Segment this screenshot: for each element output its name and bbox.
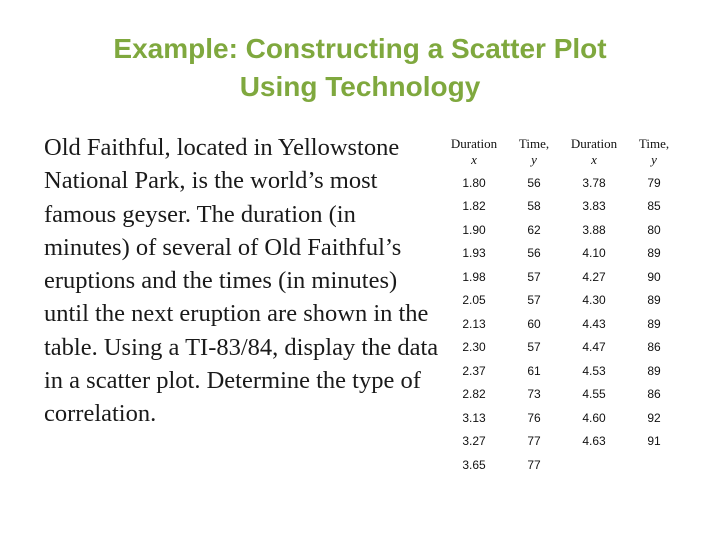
slide-title xyxy=(0,30,720,106)
header-label: Time, xyxy=(638,136,670,151)
table-cell: 2.05 xyxy=(462,293,486,308)
table-cell: 4.60 xyxy=(582,410,606,425)
table-row xyxy=(440,359,680,383)
table-cell: 57 xyxy=(527,340,541,355)
table-cell: 4.47 xyxy=(582,340,606,355)
table-cell: 4.30 xyxy=(582,293,606,308)
table-cell: 4.55 xyxy=(582,387,606,402)
table-cell: 89 xyxy=(647,246,661,261)
table-cell: 62 xyxy=(527,222,541,237)
table-cell: 89 xyxy=(647,316,661,331)
data-table xyxy=(440,133,680,477)
table-row xyxy=(440,171,680,195)
table-row xyxy=(440,312,680,336)
table-row xyxy=(440,383,680,407)
table-row xyxy=(440,430,680,454)
table-row xyxy=(440,453,680,477)
table-cell: 3.88 xyxy=(582,222,606,237)
header-cell xyxy=(628,133,680,171)
header-label: Duration xyxy=(570,136,618,151)
table-body xyxy=(440,171,680,477)
table-cell: 91 xyxy=(647,434,661,449)
table-cell: 4.43 xyxy=(582,316,606,331)
table-cell: 76 xyxy=(527,410,541,425)
table-cell: 1.90 xyxy=(462,222,486,237)
header-cell xyxy=(440,133,508,171)
header-variable: y xyxy=(531,152,537,167)
table-cell xyxy=(560,453,628,477)
table-cell: 56 xyxy=(527,175,541,190)
table-row xyxy=(440,218,680,242)
table-row xyxy=(440,242,680,266)
table-cell: 4.27 xyxy=(582,269,606,284)
table-cell: 3.78 xyxy=(582,175,606,190)
table-row xyxy=(440,195,680,219)
header-variable: y xyxy=(651,152,657,167)
table-row xyxy=(440,336,680,360)
table-cell: 3.83 xyxy=(582,199,606,214)
table-cell: 90 xyxy=(647,269,661,284)
table-cell: 1.80 xyxy=(462,175,486,190)
header-cell xyxy=(508,133,560,171)
table-cell: 2.13 xyxy=(462,316,486,331)
table-cell: 2.37 xyxy=(462,363,486,378)
table-cell: 80 xyxy=(647,222,661,237)
table-cell: 56 xyxy=(527,246,541,261)
header-variable: x xyxy=(591,152,597,167)
table-cell: 57 xyxy=(527,269,541,284)
table-cell: 79 xyxy=(647,175,661,190)
table-cell: 89 xyxy=(647,293,661,308)
table-cell xyxy=(628,453,680,477)
table-header-row xyxy=(440,133,680,171)
table-cell: 57 xyxy=(527,293,541,308)
table-row xyxy=(440,289,680,313)
table-cell: 2.30 xyxy=(462,340,486,355)
slide-title-line-1: Example: Constructing a Scatter Plot xyxy=(113,33,607,64)
slide-body-text: Old Faithful, located in Yellowstone National Park, is the world’s most famous geyser. The duration (in minutes) of several of Old Faithful’s eruptions and the times (in minutes) until the next eruption are shown in the table. Using a TI-83/84, display the data in a scatter plot. Determine the type of correlation. xyxy=(44,134,439,428)
table-cell: 85 xyxy=(647,199,661,214)
table-cell: 3.13 xyxy=(462,410,486,425)
table-cell: 60 xyxy=(527,316,541,331)
table-row xyxy=(440,406,680,430)
table-cell: 73 xyxy=(527,387,541,402)
header-label: Duration xyxy=(450,136,498,151)
table-cell: 1.82 xyxy=(462,199,486,214)
table-cell: 3.27 xyxy=(462,434,486,449)
table-cell: 86 xyxy=(647,387,661,402)
table-cell: 3.65 xyxy=(462,457,486,472)
table-row xyxy=(440,265,680,289)
header-cell xyxy=(560,133,628,171)
table-cell: 4.63 xyxy=(582,434,606,449)
table-cell: 4.53 xyxy=(582,363,606,378)
table-cell: 58 xyxy=(527,199,541,214)
table-cell: 77 xyxy=(527,434,541,449)
table-cell: 77 xyxy=(527,457,541,472)
slide-title-line-2: Using Technology xyxy=(239,71,481,102)
table-cell: 89 xyxy=(647,363,661,378)
table-cell: 2.82 xyxy=(462,387,486,402)
table-cell: 86 xyxy=(647,340,661,355)
table-cell: 61 xyxy=(527,363,541,378)
table-cell: 1.98 xyxy=(462,269,486,284)
header-label: Time, xyxy=(518,136,550,151)
table-cell: 1.93 xyxy=(462,246,486,261)
table-cell: 4.10 xyxy=(582,246,606,261)
table-cell: 92 xyxy=(647,410,661,425)
header-variable: x xyxy=(471,152,477,167)
